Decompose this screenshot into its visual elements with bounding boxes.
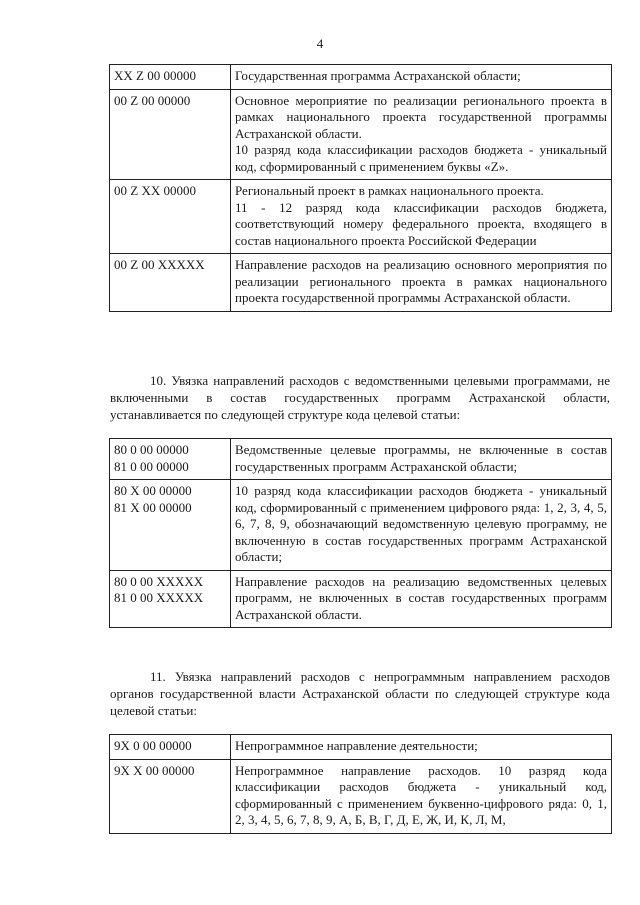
code-cell: XX Z 00 00000 [110, 65, 231, 90]
code-cell: 80 X 00 00000 81 X 00 00000 [110, 480, 231, 571]
description-text: Направление расходов на реализацию основного мероприятия по реализации регионального проекта в рамках национального проекта государственной программы Астраханской области. [235, 257, 607, 305]
description-text: Непрограммное направление деятельности; [235, 738, 478, 753]
paragraph-10: 10. Увязка направлений расходов с ведомственными целевыми программами, не включенными в состав государственных программ Астраханской области, устанавливается по следующей структуре кода целевой статьи: [110, 373, 610, 422]
description-cell [231, 89, 612, 180]
description-text: 11 - 12 разряд кода классификации расходов бюджета, соответствующий номеру федерального проекта, входящего в состав национального проекта Российской Федерации [235, 199, 607, 248]
table-row [110, 735, 612, 760]
code-cell: 9X 0 00 00000 [110, 735, 231, 760]
description-cell [231, 570, 612, 628]
description-cell [231, 254, 612, 312]
code-structure-table-departmental-programs [109, 438, 612, 628]
description-text: Основное мероприятие по реализации регионального проекта в рамках национального проекта государственной программы Астраханской области. [235, 92, 607, 141]
table-row [110, 759, 612, 833]
description-cell [231, 180, 612, 254]
description-text: Ведомственные целевые программы, не включенные в состав государственных программ Астраханской области; [235, 442, 607, 474]
page-bottom-margin [0, 895, 640, 905]
description-cell [231, 759, 612, 833]
code-structure-table-non-program [109, 734, 612, 834]
table-row [110, 439, 612, 480]
description-cell [231, 735, 612, 760]
code-cell: 80 0 00 XXXXX 81 0 00 XXXXX [110, 570, 231, 628]
code-cell: 80 0 00 00000 81 0 00 00000 [110, 439, 231, 480]
description-text: 10 разряд кода классификации расходов бюджета - уникальный код, сформированный с применением цифрового ряда: 1, 2, 3, 4, 5, 6, 7, 8, 9, обозначающий ведомственную целевую программу, не включенную в состав государственных программ Астраханской области; [235, 483, 607, 564]
code-cell: 00 Z XX 00000 [110, 180, 231, 254]
description-cell [231, 480, 612, 571]
description-text: Региональный проект в рамках национального проекта. [235, 183, 544, 198]
description-text: Государственная программа Астраханской области; [235, 68, 521, 83]
description-text: Непрограммное направление расходов. 10 разряд кода классификации расходов бюджета - уникальный код, сформированный с применением буквенно-цифрового ряда: 0, 1, 2, 3, 4, 5, 6, 7, 8, 9, А, Б, В, Г, Д, Е, Ж, И, К, Л, М, [235, 762, 607, 827]
code-structure-table-state-programs [109, 64, 612, 312]
description-cell [231, 65, 612, 90]
description-cell [231, 439, 612, 480]
table-row [110, 570, 612, 628]
page-number: 4 [316, 36, 324, 51]
code-cell: 9X X 00 00000 [110, 759, 231, 833]
table-row [110, 254, 612, 312]
paragraph-11: 11. Увязка направлений расходов с непрограммным направлением расходов органов государственной власти Астраханской области по следующей структуре кода целевой статьи: [110, 669, 610, 718]
table-row [110, 180, 612, 254]
code-cell: 00 Z 00 XXXXX [110, 254, 231, 312]
table-row [110, 480, 612, 571]
description-text: Направление расходов на реализацию ведомственных целевых программ, не включенных в состав государственных программ Астраханской области. [235, 573, 607, 622]
table-row [110, 89, 612, 180]
description-text: 10 разряд кода классификации расходов бюджета - уникальный код, сформированный с применением буквы «Z». [235, 142, 607, 174]
table-row [110, 65, 612, 90]
code-cell: 00 Z 00 00000 [110, 89, 231, 180]
